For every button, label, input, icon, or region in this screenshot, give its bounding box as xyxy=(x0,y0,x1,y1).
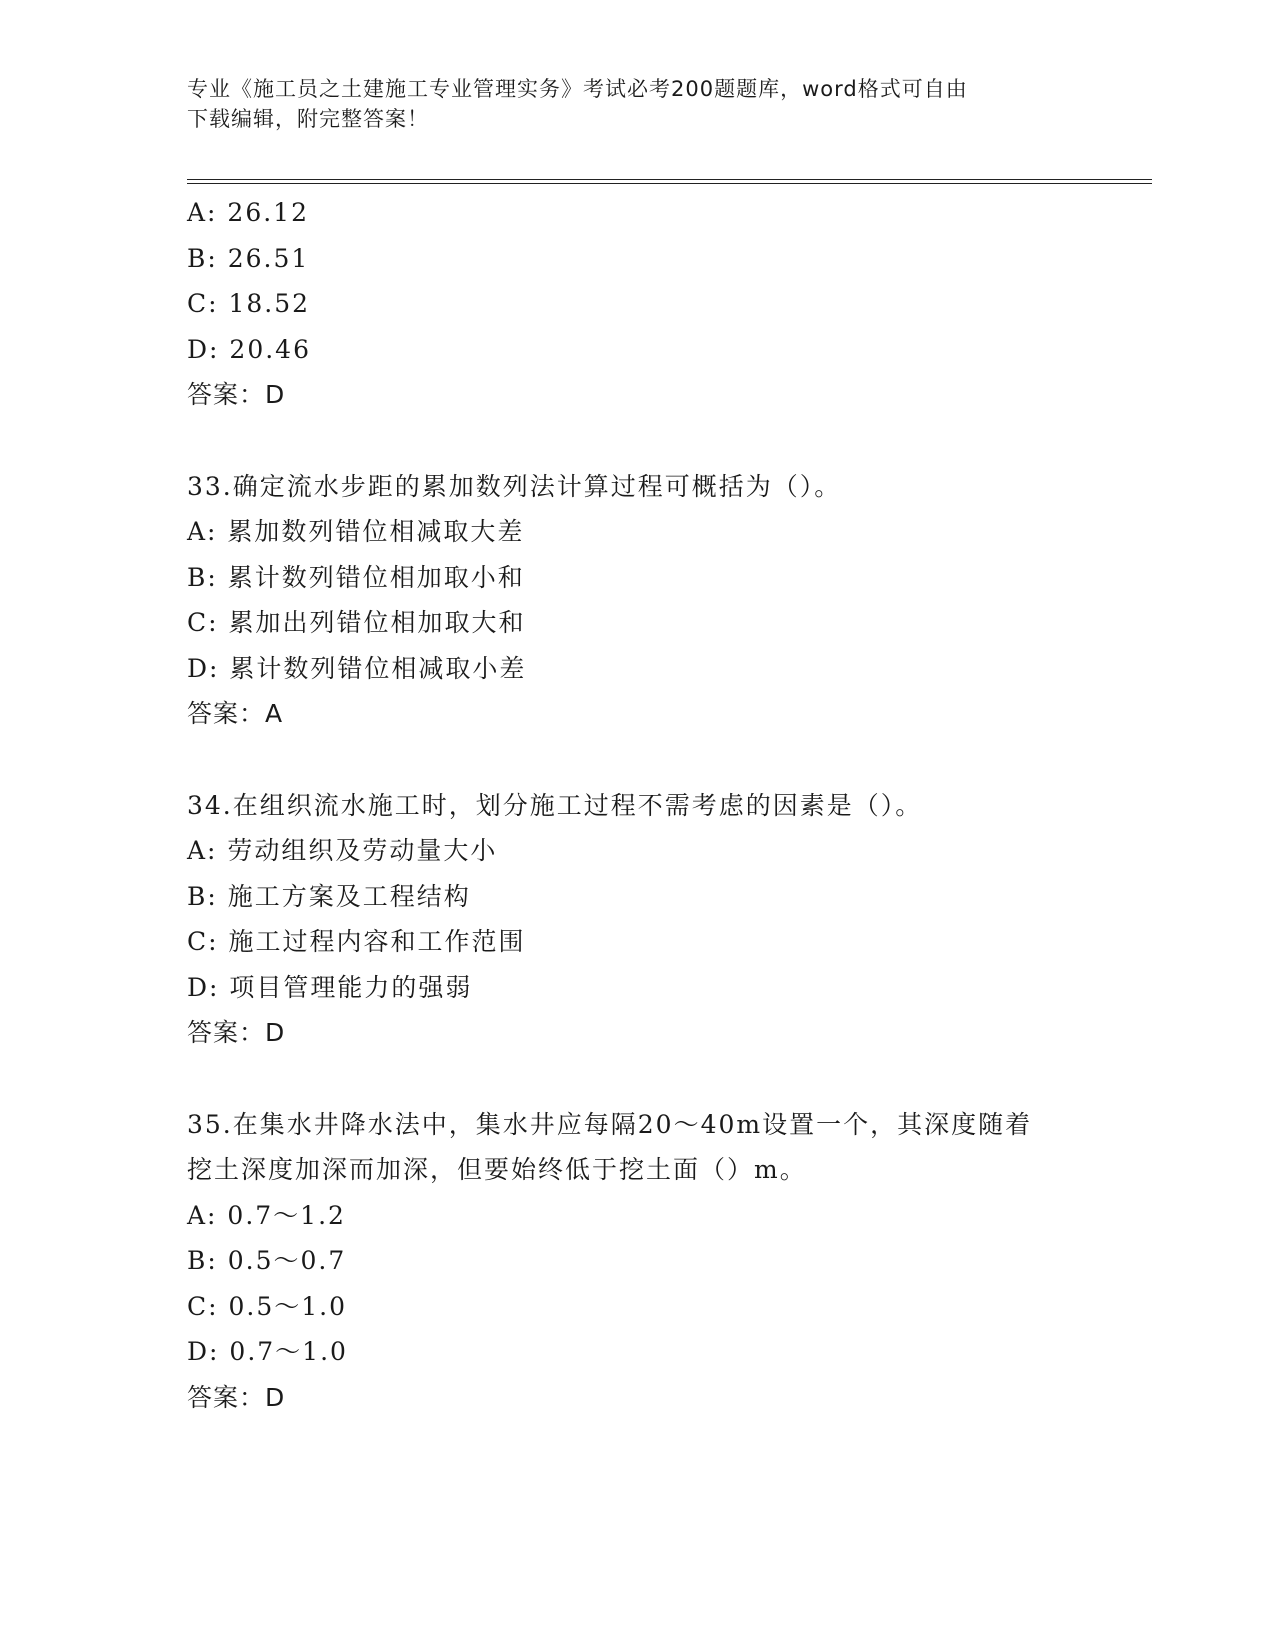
question-stem: 33.确定流水步距的累加数列法计算过程可概括为（）。 xyxy=(187,471,842,501)
spacer xyxy=(187,737,1087,783)
option-c: C: 18.52 xyxy=(187,289,311,318)
option-d: D: 累计数列错位相减取小差 xyxy=(187,653,527,683)
question-34-block xyxy=(187,783,1087,1056)
answer-line: 答案：D xyxy=(187,380,286,409)
question-stem: 34.在组织流水施工时，划分施工过程不需考虑的因素是（）。 xyxy=(187,790,923,820)
prev-question-block xyxy=(187,190,1087,418)
option-c: C: 累加出列错位相加取大和 xyxy=(187,608,526,637)
option-b: B: 26.51 xyxy=(187,243,310,273)
question-33-block xyxy=(187,464,1087,737)
question-35-block xyxy=(187,1102,1087,1421)
spacer xyxy=(187,418,1087,464)
option-d: D: 项目管理能力的强弱 xyxy=(187,972,473,1002)
spacer xyxy=(187,1056,1087,1102)
question-stem-line-1: 35.在集水井降水法中，集水井应每隔20～40m设置一个，其深度随着 xyxy=(187,1109,1033,1139)
answer-line: 答案：D xyxy=(187,1018,286,1047)
header-divider-top xyxy=(187,179,1152,180)
option-d: D: 0.7～1.0 xyxy=(187,1337,348,1366)
option-a: A: 劳动组织及劳动量大小 xyxy=(187,836,498,865)
option-d: D: 20.46 xyxy=(187,334,311,364)
answer-line: 答案：D xyxy=(187,1382,286,1412)
option-a: A: 累加数列错位相减取大差 xyxy=(187,517,525,546)
question-list xyxy=(187,190,1087,1420)
option-c: C: 施工过程内容和工作范围 xyxy=(187,927,526,956)
document-header xyxy=(187,74,1087,134)
option-b: B: 0.5～0.7 xyxy=(187,1246,347,1275)
option-b: B: 累计数列错位相加取小和 xyxy=(187,562,525,592)
header-line-2: 下载编辑，附完整答案！ xyxy=(187,107,429,131)
option-b: B: 施工方案及工程结构 xyxy=(187,881,471,911)
option-a: A: 26.12 xyxy=(187,198,309,227)
header-divider-bottom xyxy=(187,183,1152,184)
question-stem-line-2: 挖土深度加深而加深，但要始终低于挖土面（）m。 xyxy=(187,1155,807,1184)
option-a: A: 0.7～1.2 xyxy=(187,1200,346,1230)
option-c: C: 0.5～1.0 xyxy=(187,1291,348,1321)
header-line-1: 专业《施工员之土建施工专业管理实务》考试必考200题题库，word格式可自由 xyxy=(187,77,968,101)
answer-line: 答案：A xyxy=(187,699,284,728)
